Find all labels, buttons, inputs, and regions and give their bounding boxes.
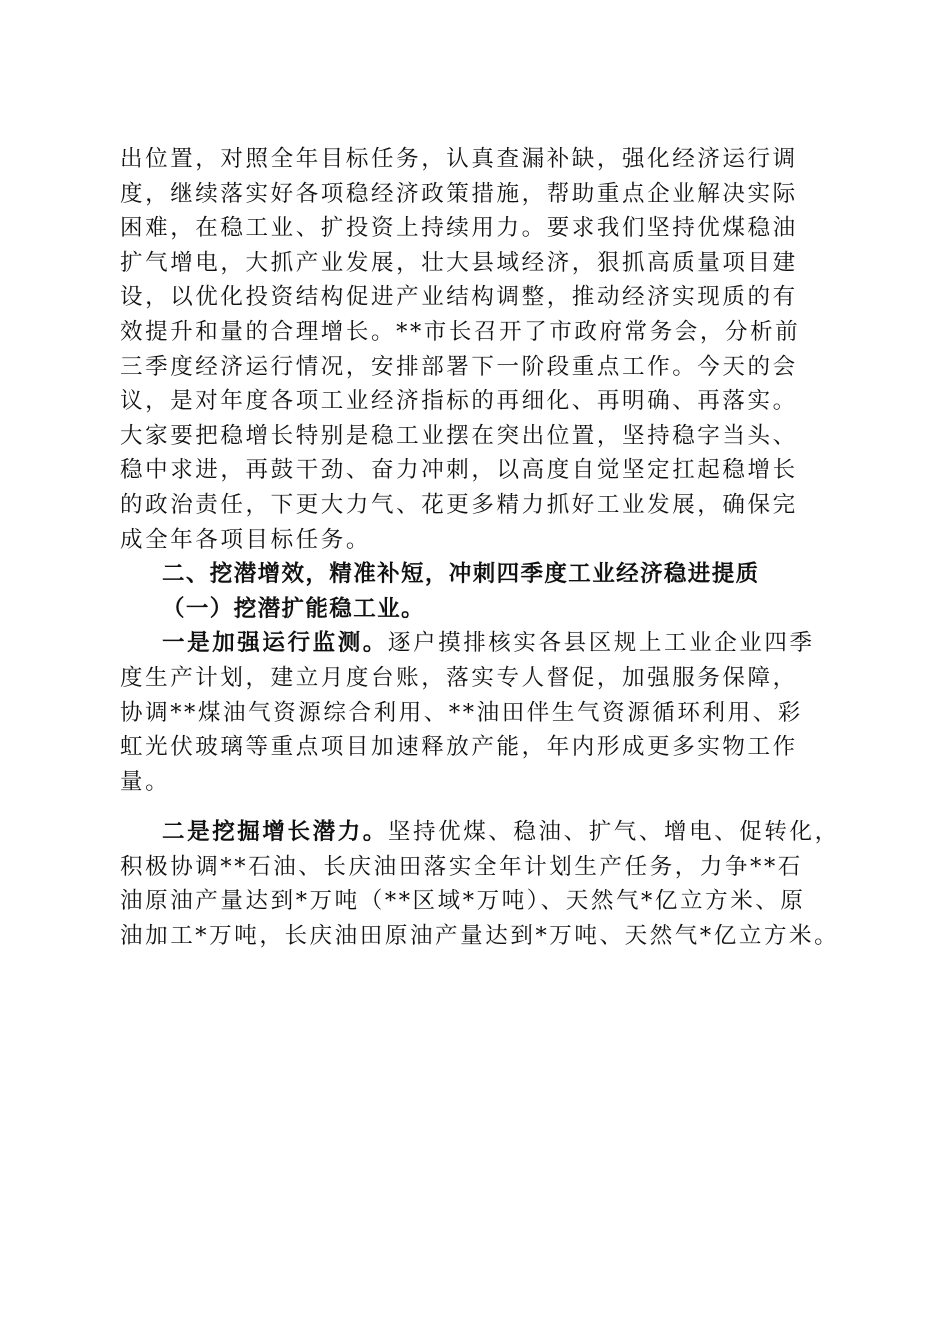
paragraph-continuation [120,142,836,557]
paragraph-gap [120,799,836,815]
text-line: 扩气增电，大抓产业发展，壮大县域经济，狠抓高质量项目建 [120,249,798,276]
paragraph-text: 坚持优煤、稳油、扩气、增电、促转化， [387,819,840,846]
text-line: 量。 [120,768,171,795]
text-line: 效提升和量的合理增长。**市长召开了市政府常务会，分析前 [120,318,801,345]
section-heading: 二、挖潜增效，精准补短，冲刺四季度工业经济稳进提质 [162,561,760,588]
text-line: 困难，在稳工业、扩投资上持续用力。要求我们坚持优煤稳油 [120,215,798,242]
paragraph-first-line [120,626,836,661]
text-line: 积极协调**石油、长庆油田落实全年计划生产任务，力争**石 [120,853,803,880]
text-line: 大家要把稳增长特别是稳工业摆在突出位置，坚持稳字当头、 [120,422,798,449]
text-line: 稳中求进，再鼓干劲、奋力冲刺，以高度自觉坚定扛起稳增长 [120,457,798,484]
paragraph-label: 一是加强运行监测。 [162,630,388,657]
text-line: 设，以优化投资结构促进产业结构调整，推动经济实现质的有 [120,284,798,311]
text-line: 三季度经济运行情况，安排部署下一阶段重点工作。今天的会 [120,353,798,380]
paragraph-growth-potential [120,815,840,953]
text-line: 议，是对年度各项工业经济指标的再细化、再明确、再落实。 [120,388,798,415]
text-line: 油原油产量达到*万吨（**区域*万吨）、天然气*亿立方米、原 [120,888,806,915]
text-line: 虹光伏玻璃等重点项目加速释放产能，年内形成更多实物工作 [120,734,798,761]
document-page [120,142,840,954]
text-line: 协调**煤油气资源综合利用、**油田伴生气资源循环利用、彩 [120,699,803,726]
paragraph-first-line [120,815,840,850]
text-line: 出位置，对照全年目标任务，认真查漏补缺，强化经济运行调 [120,146,798,172]
text-line: 油加工*万吨，长庆油田原油产量达到*万吨、天然气*亿立方米。 [120,923,840,950]
subsection-heading: （一）挖潜扩能稳工业。 [162,595,425,622]
text-line: 度生产计划，建立月度台账，落实专人督促，加强服务保障， [120,664,798,691]
text-line: 的政治责任，下更大力气、花更多精力抓好工业发展，确保完 [120,491,798,518]
paragraph-label: 二是挖掘增长潜力。 [162,819,388,846]
paragraph-text: 逐户摸排核实各县区规上工业企业四季 [387,630,815,657]
text-line: 度，继续落实好各项稳经济政策措施，帮助重点企业解决实际 [120,180,798,207]
paragraph-monitoring [120,626,836,799]
text-line: 成全年各项目标任务。 [120,526,372,553]
